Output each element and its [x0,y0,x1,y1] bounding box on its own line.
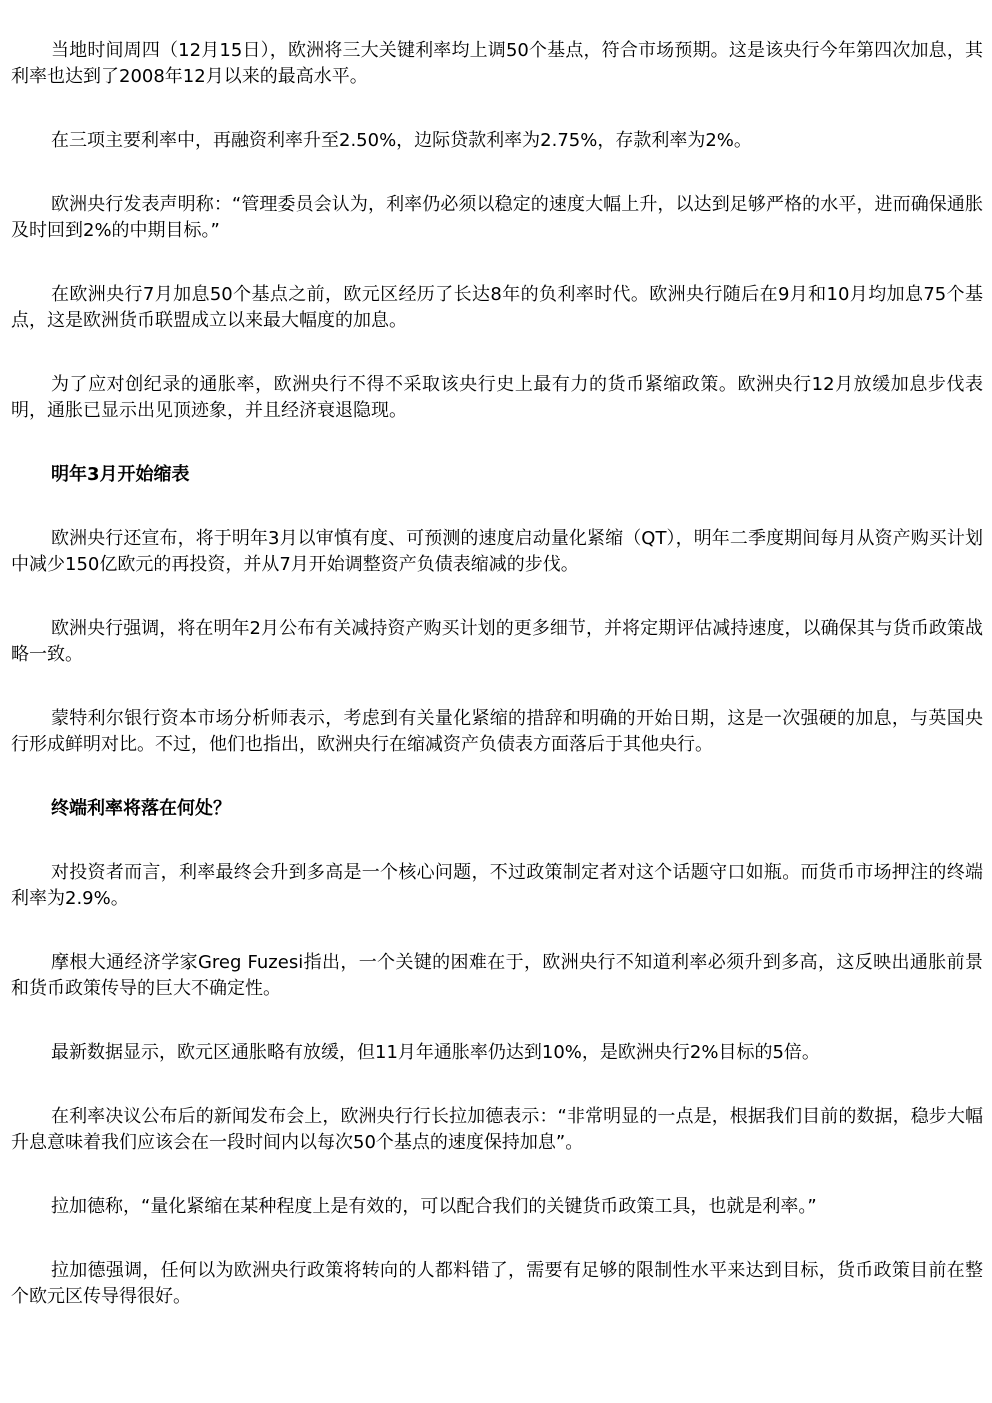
paragraph-qt-announcement: 欧洲央行还宣布，将于明年3月以审慎有度、可预测的速度启动量化紧缩（QT），明年二季度期间每月从资产购买计划中减少150亿欧元的再投资，并从7月开始调整资产负债表缩减的步伐。 [11,528,983,575]
paragraph-lagarde-qt: 拉加德称，“量化紧缩在某种程度上是有效的，可以配合我们的关键货币政策工具，也就是利率。” [51,1196,817,1217]
paragraph-rate-hike: 当地时间周四（12月15日），欧洲将三大关键利率均上调50个基点，符合市场预期。这是该央行今年第四次加息，其利率也达到了2008年12月以来的最高水平。 [11,40,983,87]
paragraph-terminal-rate: 对投资者而言，利率最终会升到多高是一个核心问题，不过政策制定者对这个话题守口如瓶。而货币市场押注的终端利率为2.9%。 [11,862,983,909]
paragraph-qt-details: 欧洲央行强调，将在明年2月公布有关减持资产购买计划的更多细节，并将定期评估减持速度，以确保其与货币政策战略一致。 [11,618,983,665]
paragraph-ecb-statement: 欧洲央行发表声明称：“管理委员会认为，利率仍必须以稳定的速度大幅上升，以达到足够严格的水平，进而确保通胀及时回到2%的中期目标。” [11,194,983,241]
paragraph-lagarde-policy: 拉加德强调，任何以为欧洲央行政策将转向的人都料错了，需要有足够的限制性水平来达到目标，货币政策目前在整个欧元区传导得很好。 [11,1260,983,1307]
section-heading-terminal-rate: 终端利率将落在何处？ [51,798,231,819]
article-body [11,38,983,1348]
paragraph-lagarde-press: 在利率决议公布后的新闻发布会上，欧洲央行行长拉加德表示：“非常明显的一点是，根据我们目前的数据，稳步大幅升息意味着我们应该会在一段时间内以每次50个基点的速度保持加息”。 [11,1106,983,1153]
paragraph-jpmorgan-view: 摩根大通经济学家Greg Fuzesi指出，一个关键的困难在于，欧洲央行不知道利率必须升到多高，这反映出通胀前景和货币政策传导的巨大不确定性。 [11,952,983,999]
paragraph-inflation-data: 最新数据显示，欧元区通胀略有放缓，但11月年通胀率仍达到10%，是欧洲央行2%目标的5倍。 [51,1042,820,1063]
paragraph-inflation-response: 为了应对创纪录的通胀率，欧洲央行不得不采取该央行史上最有力的货币紧缩政策。欧洲央行12月放缓加息步伐表明，通胀已显示出见顶迹象，并且经济衰退隐现。 [11,374,983,421]
paragraph-main-rates: 在三项主要利率中，再融资利率升至2.50%，边际贷款利率为2.75%，存款利率为2%。 [51,130,752,151]
paragraph-negative-rate-era: 在欧洲央行7月加息50个基点之前，欧元区经历了长达8年的负利率时代。欧洲央行随后在9月和10月均加息75个基点，这是欧洲货币联盟成立以来最大幅度的加息。 [11,284,983,331]
section-heading-qt: 明年3月开始缩表 [51,464,190,485]
paragraph-bmo-analysis: 蒙特利尔银行资本市场分析师表示，考虑到有关量化紧缩的措辞和明确的开始日期，这是一次强硬的加息，与英国央行形成鲜明对比。不过，他们也指出，欧洲央行在缩减资产负债表方面落后于其他央行。 [11,708,983,755]
